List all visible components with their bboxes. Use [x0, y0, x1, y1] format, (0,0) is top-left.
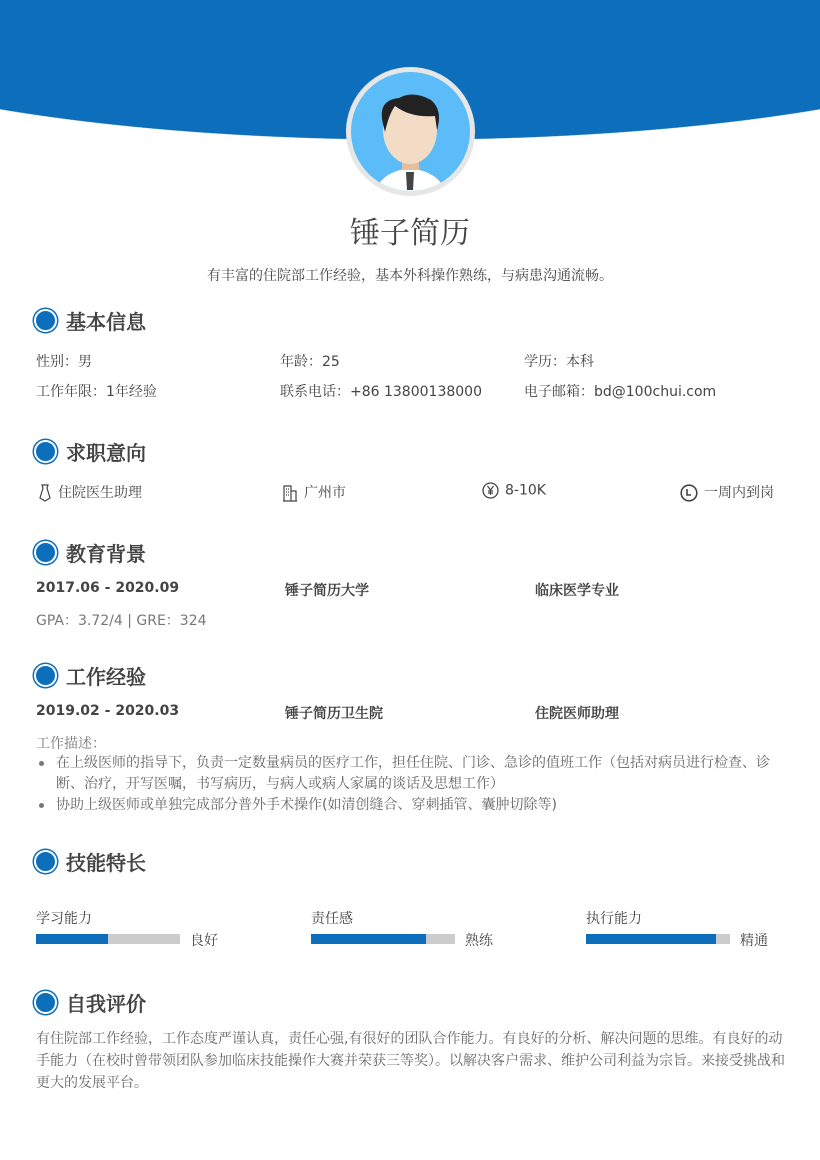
intent-position	[38, 482, 142, 502]
section-education	[34, 538, 146, 567]
building-icon	[282, 484, 298, 502]
skill-bar-fill	[311, 934, 426, 944]
edu-scores: GPA：3.72/4 | GRE：324	[36, 613, 207, 629]
edu-school: 锤子简历大学	[285, 583, 369, 599]
work-years: 工作年限：1年经验	[36, 384, 157, 400]
email: 电子邮箱：bd@100chui.com	[524, 384, 717, 400]
section-dot-icon	[34, 309, 57, 332]
gender: 性别：男	[36, 354, 92, 370]
section-title: 教育背景	[66, 542, 146, 566]
avatar-person-icon	[351, 72, 470, 191]
intent-salary-text: 8-10K	[505, 482, 546, 499]
phone: 联系电话：+86 13800138000	[280, 384, 482, 400]
skill-bar	[586, 934, 730, 944]
skill-name: 责任感	[311, 911, 353, 927]
tie-icon	[38, 484, 52, 502]
section-dot-icon	[34, 991, 57, 1014]
intent-city	[282, 482, 346, 502]
section-dot-icon	[34, 440, 57, 463]
section-job-intent	[34, 437, 146, 466]
list-item: 协助上级医师或单独完成部分普外手术操作(如清创缝合、穿刺插管、囊肿切除等)	[36, 795, 788, 816]
section-title: 自我评价	[66, 992, 146, 1016]
skill-bar-fill	[586, 934, 716, 944]
work-desc-label: 工作描述：	[36, 736, 106, 752]
work-company: 锤子简历卫生院	[285, 706, 383, 722]
edu-period: 2017.06 - 2020.09	[36, 580, 180, 596]
yen-icon	[482, 482, 499, 499]
skill-name: 执行能力	[586, 911, 642, 927]
self-eval-text: 有住院部工作经验，工作态度严谨认真，责任心强,有很好的团队合作能力。有良好的分析、解决问题的思维。有良好的动手能力（在校时曾带领团队参加临床技能操作大赛并荣获三等奖）。以解决客户需求、维护公司利益为宗旨。来接受挑战和更大的发展平台。	[36, 1031, 785, 1091]
work-desc-list	[36, 753, 788, 816]
resume-name: 锤子简历	[350, 216, 470, 251]
section-self-eval	[34, 988, 146, 1017]
edu-major: 临床医学专业	[535, 583, 619, 599]
skill-level: 熟练	[465, 933, 493, 949]
section-skills	[34, 847, 146, 876]
skill-bar-fill	[36, 934, 108, 944]
section-dot-icon	[34, 541, 57, 564]
intent-salary	[482, 482, 546, 499]
clock-icon	[680, 484, 698, 502]
section-title: 工作经验	[66, 665, 146, 689]
intent-position-text: 住院医生助理	[58, 485, 142, 501]
intent-city-text: 广州市	[304, 485, 346, 501]
intent-arrival-text: 一周内到岗	[704, 485, 774, 501]
intro-text: 有丰富的住院部工作经验，基本外科操作熟练，与病患沟通流畅。	[207, 268, 613, 284]
skill-level: 精通	[740, 933, 768, 949]
intent-arrival	[680, 482, 774, 502]
section-work	[34, 661, 146, 690]
section-dot-icon	[34, 850, 57, 873]
section-title: 求职意向	[66, 441, 146, 465]
age: 年龄：25	[280, 354, 340, 370]
list-item: 在上级医师的指导下，负责一定数量病员的医疗工作，担任住院、门诊、急诊的值班工作（包括对病员进行检查、诊断、治疗，开写医嘱，书写病历，与病人或病人家属的谈话及思想工作）	[36, 753, 788, 795]
section-basic-info	[34, 306, 146, 335]
section-title: 基本信息	[66, 310, 146, 334]
section-dot-icon	[34, 664, 57, 687]
skill-bar	[311, 934, 455, 944]
work-period: 2019.02 - 2020.03	[36, 703, 180, 719]
degree: 学历：本科	[524, 354, 594, 370]
skill-bar	[36, 934, 180, 944]
avatar	[346, 67, 475, 196]
section-title: 技能特长	[66, 851, 146, 875]
skill-level: 良好	[190, 933, 218, 949]
skill-name: 学习能力	[36, 911, 92, 927]
work-role: 住院医师助理	[535, 706, 619, 722]
